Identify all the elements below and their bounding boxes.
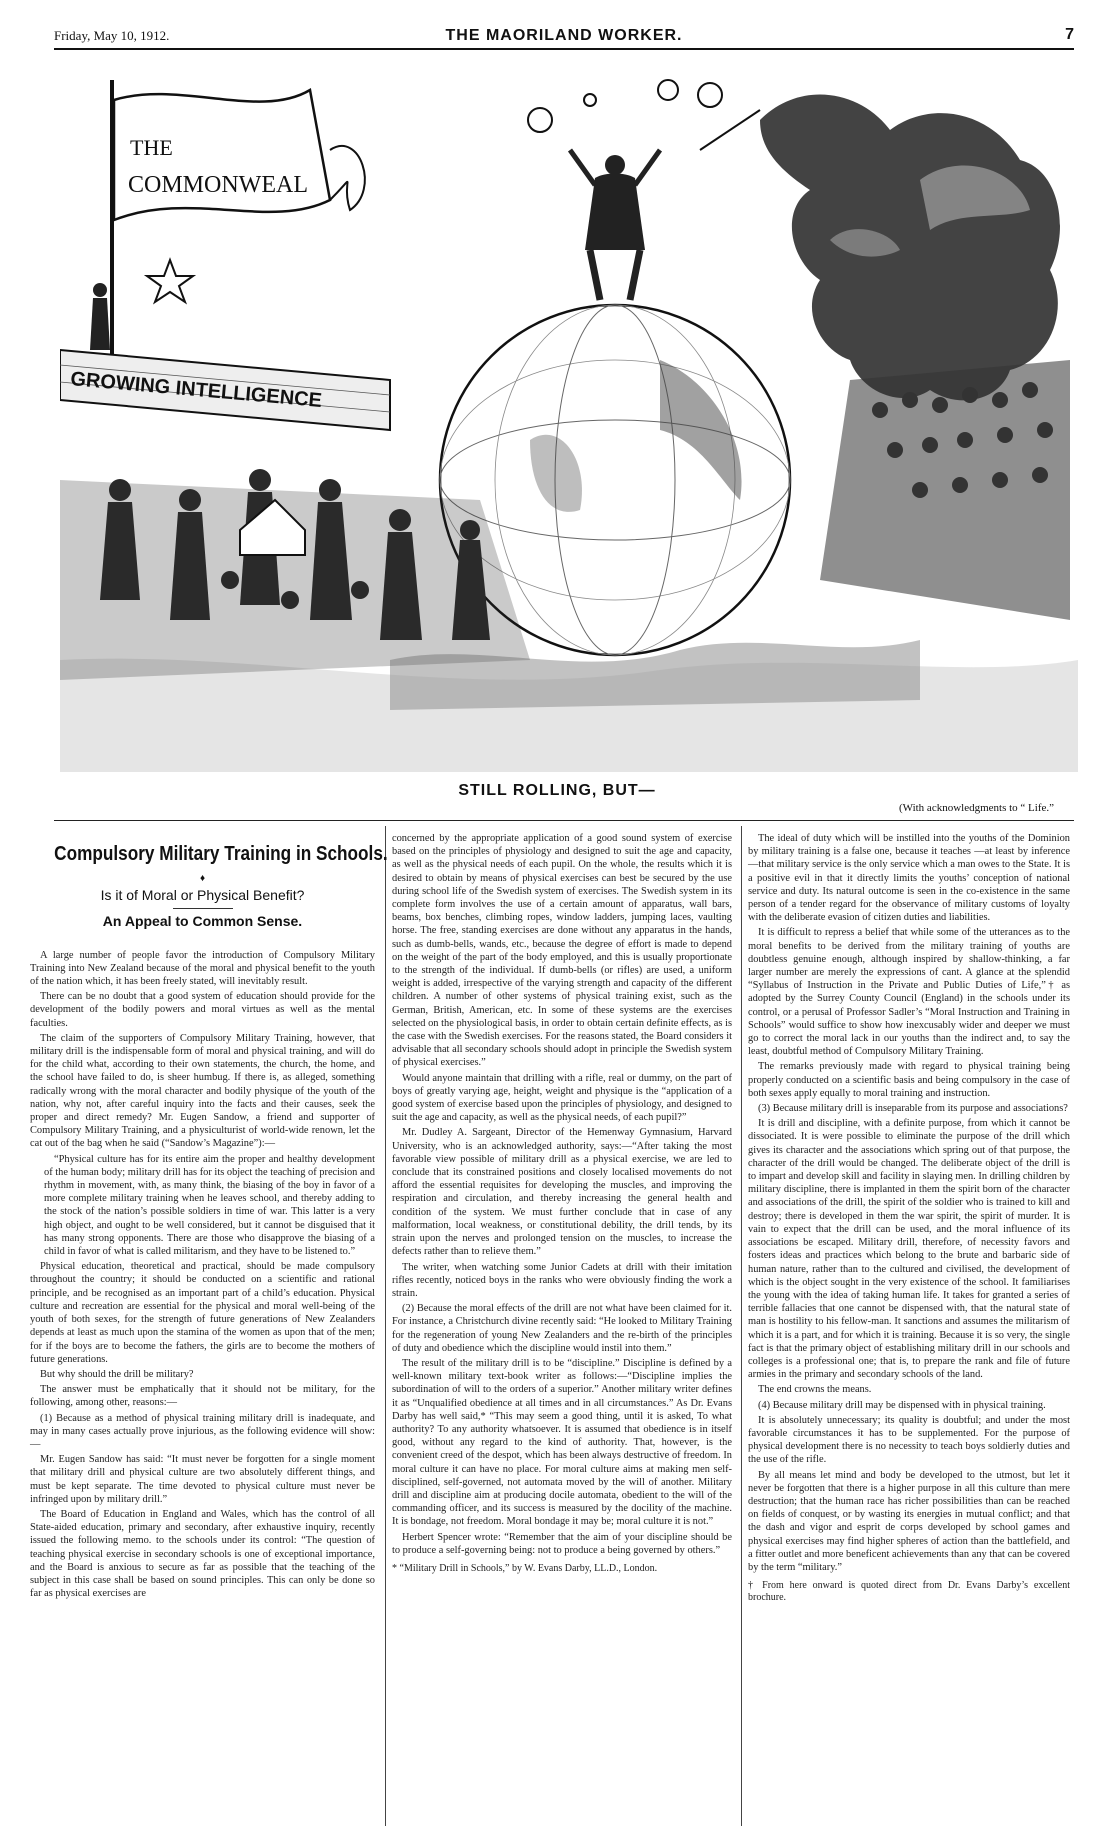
article-column-1 bbox=[30, 832, 388, 1602]
footnote: * “Military Drill in Schools,” by W. Evans Darby, LL.D., London. bbox=[392, 1562, 658, 1574]
paragraph: A large number of people favor the introduction of Compulsory Military Training into New Zealand because of the moral and physical benefit to the youth of the nation which, it has been freely stated, will inevitably result. bbox=[30, 949, 375, 988]
paper-title: THE MAORILAND WORKER. bbox=[445, 27, 683, 44]
paragraph: Physical education, theoretical and practical, should be made compulsory throughout the country; it should be conducted on a scientific and rational principle, and be recognised as an important part of a child’s education. Physical culture and recreation are essential for the physical and moral well-being of the youth of both sexes, for the strength of future generations of New Zealanders depends at least as much upon the stamina of the women as upon that of the men; for if the boys are to become the fathers, the girls are to become the mothers of future generations. bbox=[30, 1261, 375, 1365]
paragraph: The claim of the supporters of Compulsory Military Training, however, that military drill is the indispensable form of moral and physical training, and will do for the child what, according to their own statements, the church, the home, and the school have failed to do, is sheer humbug. If there is, as alleged, something radically wrong with the moral character and bodily physique of the youth of the nation, why not, after careful inquiry into the facts and their causes, seek the proper and direct remedy? Mr. Eugen Sandow, a friend and supporter of Compulsory Military Training, and a physiculturist of world-wide renown, let the cat out of the bag when he said (“Sandow’s Magazine”):— bbox=[30, 1032, 375, 1150]
article-headline: Compulsory Military Training in Schools. bbox=[54, 843, 388, 865]
footnote: † From here onward is quoted direct from Dr. Evans Darby’s excellent brochure. bbox=[748, 1580, 1070, 1604]
school-crowd bbox=[60, 469, 530, 680]
paragraph: Mr. Eugen Sandow has said: “It must never be forgotten for a single moment that military drill and physical culture are two absolutely different things, and must be kept separate. The time devoted to physical culture must never be infringed upon by military drill.” bbox=[30, 1454, 375, 1505]
cartoon-acknowledgement: (With acknowledgments to “ Life.” bbox=[898, 802, 1054, 814]
article-subhead-1: Is it of Moral or Physical Benefit? bbox=[100, 887, 305, 904]
paragraph: It is drill and discipline, with a definite purpose, from which it cannot be dissociated. It is were possible to eliminate the purpose of the drill which gives its character and the associations which spring out of that purpose, the character of the drill would be changed. The deliberate object of the drill is to impart and develop skill and facility in slaying men. In drilling children by military discipline, there is implanted in them the spirit born of the character and associations of the drill, the spirit of the soldier who is trained to kill and destroy; there is developed in them the war spirit, the spirit of murder. It is vain to expect that the drill can be used, and the moral influence of its associations be escaped. Military drill, therefore, of necessity favors and fosters ideas and practices which belong to the brute and barbaric side of human nature, rather than to the cultured and civilised, the development of which is the object sought in the very existence of the school. It familiarises the young with the idea of taking human life. It takes for granted a series of terrible fallacies that one cannot be dispensed with, that the natural state of man is hostility to his fellow-man. It sanctions and assumes the militarism of which it is a part, and for which it is training. Because it is so very, the single fact is that the primary object of establishing military drill in our schools and colleges is a professional one; that is, to prepare the rank and file of future armies in the primary and secondary schools of the land. bbox=[748, 1118, 1070, 1381]
quote-paragraph: “Physical culture has for its entire aim the proper and healthy development of the human body; military drill has for its object the teaching of precision and rhythm in movement, with, as many think, the biasing of the boy in favor of a more complete military training when he leaves school, and thereby adding to the stock of the nation’s possible soldiers in time of war. This latter is a very high object, and ought to be well considered, but it cannot be disguised that it has many strong opponents. There are those who disapprove the biasing of a child in favor of what is called militarism, and they have to be listened to.” bbox=[44, 1153, 375, 1258]
section-rule bbox=[54, 820, 1074, 821]
paragraph: The Board of Education in England and Wales, which has the control of all State-aided education, primary and secondary, after exhaustive inquiry, recently issued the following memo. to the schools under its control: “The question of teaching physical exercise in secondary schools is one of exceptional importance, and the Board is anxious to secure as far as possible that the teaching of the subject in this case shall be based on sound principles. This can only be done so far as physical exercises are bbox=[30, 1508, 375, 1600]
paragraph: But why should the drill be military? bbox=[40, 1368, 194, 1380]
paragraph: (3) Because military drill is inseparable from its purpose and associations? bbox=[758, 1103, 1068, 1115]
masthead bbox=[54, 26, 1074, 50]
paragraph: The remarks previously made with regard to physical training being properly conducted on a scientific basis and being compulsory in the case of both sexes apply equally to moral training and instruction. bbox=[748, 1061, 1070, 1099]
cartoon-caption: STILL ROLLING, BUT— bbox=[458, 782, 656, 799]
soldier-crowd bbox=[820, 360, 1070, 620]
article-column-2 bbox=[392, 832, 732, 1575]
ornament-divider: ♦ bbox=[199, 873, 206, 884]
subhead-separator bbox=[173, 908, 233, 909]
issue-date: Friday, May 10, 1912. bbox=[54, 28, 170, 43]
paragraph: There can be no doubt that a good system of education should provide for the development of the bodily powers and moral virtues as well as the mental faculties. bbox=[30, 991, 375, 1029]
paragraph: Mr. Dudley A. Sargeant, Director of the Hemenway Gymnasium, Harvard University, who is an acknowledged authority, says:—“After taking the most favorable view possible of military drill as a physical exercise, we are led to conclude that its constrained positions and closely localised movements do not afford the essential requisites for developing the muscles, and improving the respiration and circulation, and thereby increasing the general health and condition of the system. We must further conclude that in case of any malformation, local weakness, or constitutional debility, the drill tends, by its strain upon the nerves and prolonged tension on the muscles, to increase the defects rather than to relieve them.” bbox=[392, 1127, 732, 1258]
paragraph: Would anyone maintain that drilling with a rifle, real or dummy, on the part of boys of greatly varying age, height, weight and physique is the “application of a good system of exercise based upon the principles of physiology, and designed to suit the age and capacity, as well as the physical needs, of each pupil?” bbox=[392, 1072, 732, 1124]
paragraph: The writer, when watching some Junior Cadets at drill with their imitation rifles recently, noticed boys in the ranks who were obviously finding the work a strain. bbox=[392, 1261, 732, 1299]
flag-text-commonweal: COMMONWEAL bbox=[128, 172, 308, 198]
paragraph: The result of the military drill is to be “discipline.” Discipline is defined by a well-known military text-book writer as follows:—“Discipline implies the subordination of will to the orders of a superior.” Another military writer defines it as “Unqualified obedience at all times and in all circumstances.” As Dr. Evans Darby has well said,* “This may seem a good thing, until it is asked, To what authority? To any authority whatsoever. It is assumed that obedience is in itself good, without any regard to the kind of authority. That, however, is the convenient creed of the despot, which has been always destructive of freedom. In moral culture it can have no place. For moral culture aims at making men self-disciplined, self-governed, not automata moved by the will of another. Military drill and discipline aim at producing docile automata, obedient to the will of the commanding officer, and its success is measured by the docility of the machine. It is bondage, not freedom. Moral bondage it may be; moral culture it is not.” bbox=[392, 1357, 732, 1528]
paragraph: The ideal of duty which will be instilled into the youths of the Dominion by military training is a false one, because it teaches —at least by inference—that military service is the only service which a man owes to the State. It is a positive evil in that it directly limits the youths’ conception of national service and duty. Its natural outcome is seen in the co-existence in the same person of a tender regard for the observance of military customs of loyalty with the deliberate evasion of citizen duties and liabilities. bbox=[748, 833, 1070, 924]
page-number: 7 bbox=[1065, 26, 1074, 43]
paragraph: (1) Because as a method of physical training military drill is inadequate, and may in many cases actually prove injurious, as the following evidence will show:— bbox=[30, 1412, 375, 1450]
paragraph: (2) Because the moral effects of the drill are not what have been claimed for it. For instance, a Christchurch divine recently said: “He looked to Military Training for the regeneration of young New Zealanders and the re-birth of the principles of duty and obedience which the discipline would instil into them.” bbox=[392, 1303, 732, 1354]
paragraph: By all means let mind and body be developed to the utmost, but let it never be forgotten that there is a higher purpose in all this culture than mere destruction; that the human race has richer possibilities than can be reached on fields of conquest, or by wasting its energies in mutual conflict; and that the dash and vigor and esprit de corps developed by school games and physical exercises may find higher spheres of action than the battlefield, and a fitter outlet and more beneficent achievements than any that can be covered by the term “military.” bbox=[748, 1469, 1070, 1573]
cartoon-illustration bbox=[60, 60, 1078, 772]
paragraph: It is absolutely unnecessary; its quality is doubtful; and under the most favorable circumstances it has to be supplemented. For the purpose of physical development there is no necessity to teach boys soldierly duties and the use of the rifle. bbox=[748, 1414, 1070, 1466]
article-subhead-2: An Appeal to Common Sense. bbox=[102, 913, 303, 930]
paragraph: The answer must be emphatically that it should not be military, for the following, among other, reasons:— bbox=[30, 1384, 375, 1409]
paragraph: concerned by the appropriate application of a good sound system of exercise based on the principles of physiology and designed to suit the age and capacity, as well as the physical needs of each pupil. On the whole, the results which it is desired to obtain by means of physical exercises can best be secured by the use during school life of the Swedish system of exercises. The Swedish system in its complete form involves the use of a certain amount of apparatus, wall bars, beams, box benches, climbing ropes, window ladders, jumping laces, vaulting horse. The free, standing exercises are done without any apparatus in the hands, such as dumb-bells, wands, etc., because the degree of effort is made to depend on the weight of the part of the body employed, and this is usually proportionate to the strength of the individual. If dumb-bells (or rifles) are used, a uniform weight is added, irrespective of the varying strength and capacity of the different children. A number of other systems of physical training exist, such as the German, British, American, etc. In some of these systems are the exercises selected on the physiological basis, in order to obtain certain definite effects, as is the case with the Swedish exercises. For the reasons stated, the Board considers it advisable that all secondary schools should adopt in principle the Swedish system of physical exercises.” bbox=[392, 833, 732, 1069]
column-rule-1 bbox=[385, 826, 386, 1826]
paragraph: (4) Because military drill may be dispensed with in physical training. bbox=[758, 1399, 1046, 1411]
paragraph: The end crowns the means. bbox=[758, 1384, 872, 1396]
article-column-3 bbox=[748, 832, 1070, 1604]
paragraph: It is difficult to repress a belief that while some of the utterances as to the moral benefits to be derived from the military training of youths are doubtless genuine enough, although inspired by shallow-thinking, a far larger number are merely the expressions of cant. A glance at the splendid “Syllabus of Instruction in the Private and Public Duties of Life,”† as adopted by the Surrey County Council (England) in the schools under its control, or a perusal of Professor Sadler’s “Moral Instruction and Training in Schools” would suffice to show how inexcusably wider and deeper we must go to correct the moral lack in our youths than the indirect and, to say the least, doubtful method of Compulsory Military Training. bbox=[748, 927, 1070, 1058]
flag-text-the: THE bbox=[130, 135, 173, 160]
column-rule-2 bbox=[741, 826, 742, 1826]
paragraph: Herbert Spencer wrote: “Remember that the aim of your discipline should be to produce a self-governing being: not to produce a being governed by others.” bbox=[392, 1531, 732, 1556]
wall-text: GROWING INTELLIGENCE bbox=[69, 368, 323, 412]
